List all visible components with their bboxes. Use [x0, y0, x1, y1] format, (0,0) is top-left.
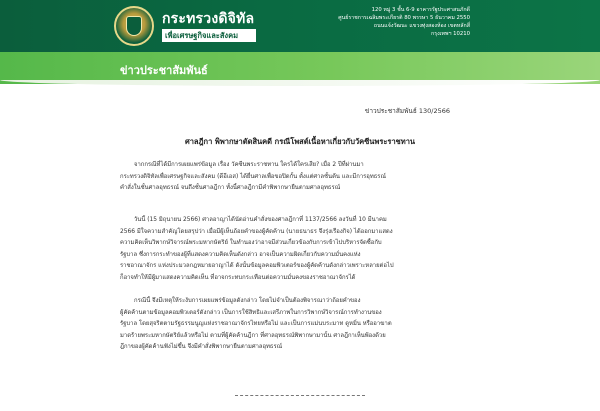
address-line: ศูนย์ราชการเฉลิมพระเกียรติ 80 พรรษา 5 ธันวาคม 2550 [338, 15, 470, 21]
strip-wave-decoration [0, 80, 600, 86]
header-band [0, 0, 600, 52]
release-number: ข่าวประชาสัมพันธ์ 130/2566 [364, 107, 450, 115]
ministry-subtitle: เพื่อเศรษฐกิจและสังคม [162, 29, 256, 42]
emblem-shield-icon [126, 16, 142, 36]
paragraph-line: วันนี้ (15 มิถุนายน 2566) ศาลอาญาได้นัดอ่านคำสั่งของศาลฎีกาที่ 1137/2566 ลงวันที่ 10 มีนาคม [134, 217, 387, 223]
paragraph-line: กรณีนี้ จึงมีเหตุให้ระงับการเผยแพร่ข้อมูลดังกล่าว โดยไม่จำเป็นต้องพิจารณาว่าถ้อยคำของ [134, 298, 361, 304]
paragraph-line: ความคิดเห็นวิพากษ์วิจารณ์พระมหากษัตริย์ ในทำนองว่าอาจมีส่วนเกี่ยวข้องกับการเข้าไปบริหารจัดซื้อกับ [120, 240, 382, 246]
ministry-name: กระทรวงดิจิทัล [162, 11, 255, 27]
ministry-address [270, 6, 470, 38]
end-divider [235, 395, 365, 396]
paragraph-line: 2566 มีใจความสำคัญโดยสรุปว่า เมื่อมีผู้เห็นถ้อยคำของผู้คัดค้าน (นายธนาธร จึงรุ่งเรืองกิจ) ได้ออกมาแสดง [120, 228, 393, 235]
paragraph-line: กระทรวงดิจิทัลเพื่อเศรษฐกิจและสังคม (ดีอีเอส) ได้ยื่นศาลเพื่อขอปิดกั้น ตั้งแต่ศาลชั้นต้น และมีการอุทธรณ์ [120, 173, 386, 180]
paragraph-line: มาดร้ายพระมหากษัตริย์แล้วหรือไม่ ตามที่ผู้คัดค้านฎีกา ที่ศาลอุทธรณ์พิพากษามานั้น ศาลฎีกาเห็นพ้องด้วย [120, 332, 386, 339]
paragraph-2 [120, 215, 480, 284]
paragraph-line: ฎีกาของผู้คัดค้านฟังไม่ขึ้น จึงมีคำสั่งพิพากษายืนตามศาลอุทธรณ์ [120, 344, 283, 350]
news-title: ศาลฎีกา พิพากษาตัดสินคดี กรณีโพสต์เนื้อหาเกี่ยวกับวัคซีนพระราชทาน [184, 137, 416, 146]
paragraph-1 [120, 160, 480, 195]
paragraph-3 [120, 296, 480, 354]
paragraph-line: ราชอาณาจักร แห่งประมวลกฎหมายอาญาได้ ดังนั้นข้อมูลคอมพิวเตอร์ของผู้คัดค้านดังกล่าวเพราะหลายต่อไป [120, 263, 394, 269]
ministry-emblem-icon [114, 6, 154, 46]
paragraph-line: ก็อาจทำให้มีผู้มาแสดงความคิดเห็น ที่อาจกระทบกระเทือนต่อความมั่นคงของราชอาณาจักรได้ [120, 274, 356, 281]
paragraph-line: รัฐบาล โดยสุจริตตามรัฐธรรมนูญแห่งราชอาณาจักรไทยหรือไม่ และเป็นการแม่นบระมาท ดูหมิ่น หรืออาฆาต [120, 321, 392, 327]
address-line: 120 หมู่ 3 ชั้น 6-9 อาคารรัฐประศาสนภักดี [371, 7, 470, 13]
paragraph-line: คำสั่งในชั้นศาลอุทธรณ์ จนถึงชั้นศาลฎีกา ทั้งนี้ศาลฎีกามีคำพิพากษายืนตามศาลอุทธรณ์ [120, 185, 341, 191]
paragraph-line: จากกรณีที่ได้มีการเผยแพร่ข้อมูล เรื่อง วัคซีนพระราชทาน ใครได้ใครเสีย? เมื่อ 2 ปีที่ผ่านมา [134, 162, 364, 168]
paragraph-line: รัฐบาล ซึ่งการกระทำของผู้ที่แสดงความคิดเห็นดังกล่าว อาจเป็นความผิดเกี่ยวกับความมั่นคงแห่ง [120, 251, 361, 258]
paragraph-line: ผู้คัดค้านตามข้อมูลคอมพิวเตอร์ดังกล่าว เป็นการใช้สิทธิและเสรีภาพในการวิพากษ์วิจารณ์การทำงานของ [120, 309, 382, 316]
address-line: กรุงเทพฯ 10210 [431, 31, 470, 37]
address-line: ถนนแจ้งวัฒนะ แขวงทุ่งสองห้อง เขตหลักสี่ [373, 23, 470, 29]
section-label: ข่าวประชาสัมพันธ์ [120, 64, 208, 77]
